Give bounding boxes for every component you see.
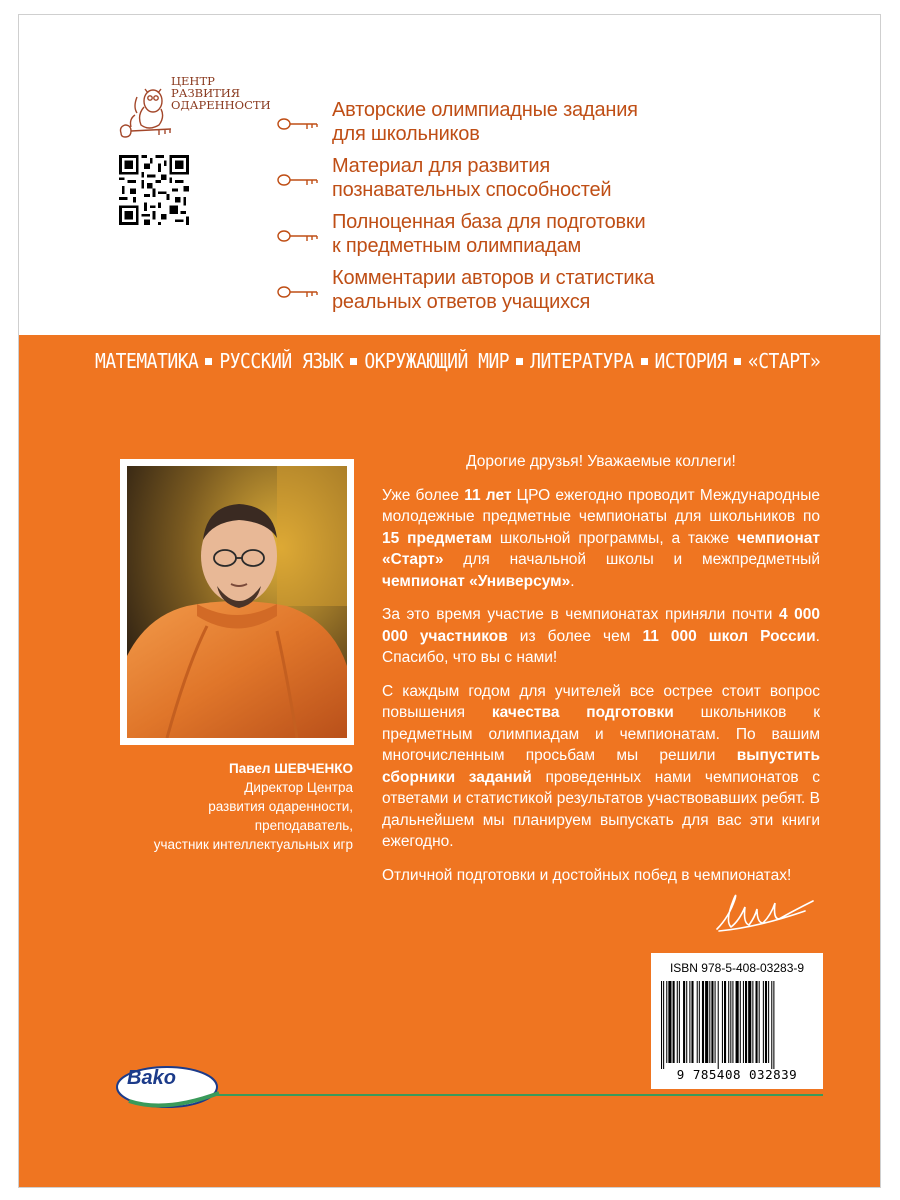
feature-item — [277, 210, 654, 266]
isbn-barcode — [651, 953, 823, 1089]
barcode-bar — [732, 981, 733, 1063]
subject-label: «СТАРТ» — [747, 348, 821, 374]
feature-item — [277, 154, 654, 210]
barcode-bar — [666, 981, 667, 1063]
barcode-bar — [663, 981, 664, 1069]
barcode-bar — [689, 981, 690, 1063]
feature-text: Комментарии авторов и статистика реальных ответов учащихся — [332, 267, 655, 313]
bold-text: чемпионат «Универсум» — [382, 572, 571, 590]
logo-line: ОДАРЕННОСТИ — [171, 98, 271, 112]
barcode-bar — [697, 981, 698, 1063]
bold-text: качества подготовки — [491, 704, 674, 721]
barcode-bar — [702, 981, 704, 1063]
barcode-bar — [752, 981, 753, 1063]
barcode-bar — [768, 981, 769, 1063]
separator-dot — [350, 358, 357, 365]
bold-text: 4 000 000 участников — [382, 606, 820, 645]
barcode-bar — [711, 981, 713, 1063]
owl-key-icon — [115, 67, 175, 157]
subject-label: ИСТОРИЯ — [654, 348, 727, 374]
feature-text: Полноценная база для подготовки к предметным олимпиадам — [332, 211, 646, 257]
barcode-bar — [715, 981, 716, 1063]
text-run: школьников к предметным олимпиадам и чемпионатам. По вашим многочисленным просьбам мы решили — [382, 704, 820, 764]
text-run: школьной программы, а также — [491, 529, 738, 547]
key-icon — [277, 228, 319, 244]
text-run: За это время участие в чемпионатах приняли почти — [382, 606, 779, 623]
barcode-bar — [728, 981, 729, 1063]
logo-line: ЦЕНТР — [171, 74, 215, 88]
separator-dot — [516, 358, 523, 365]
separator-dot — [734, 358, 741, 365]
key-icon — [277, 116, 319, 132]
author-role-line: развития одаренности, — [208, 799, 353, 814]
barcode-bar — [736, 981, 739, 1063]
letter-greeting: Дорогие друзья! Уважаемые коллеги! — [466, 453, 736, 470]
author-photo — [127, 466, 347, 738]
barcode-bar — [724, 981, 726, 1063]
subject-label: МАТЕМАТИКА — [95, 348, 199, 374]
barcode-bar — [748, 981, 751, 1063]
feature-text: Авторские олимпиадные задания для школьников — [332, 99, 638, 145]
feature-item — [277, 98, 654, 154]
text-run: проведенных нами чемпионатов с ответами и статистикой результатов участвовавших ребят. В дальнейшем мы планируем выпускать для вас эти книги ежегодно. — [382, 768, 820, 850]
barcode-bar — [718, 981, 719, 1069]
author-name: Павел ШЕВЧЕНКО — [229, 761, 353, 776]
barcode-bar — [677, 981, 678, 1063]
barcode-bar — [673, 981, 675, 1063]
separator-dot — [205, 358, 212, 365]
author-role-line: Директор Центра — [244, 780, 353, 795]
barcode-bar — [679, 981, 680, 1063]
subject-label: ОКРУЖАЮЩИЙ МИР — [364, 348, 510, 374]
letter-text — [382, 451, 820, 898]
text-run: для начальной школы и межпредметный — [443, 551, 820, 568]
publisher-line — [189, 1094, 823, 1096]
barcode-bar — [705, 981, 708, 1063]
barcode-bar — [773, 981, 774, 1069]
key-icon — [277, 172, 319, 188]
isbn-text: ISBN 978-5-408-03283-9 — [669, 961, 805, 975]
subjects-strip — [19, 335, 881, 383]
text-run: Уже более — [382, 486, 465, 504]
letter-paragraph — [382, 485, 820, 593]
barcode-bar — [756, 981, 758, 1063]
book-back-cover — [18, 14, 881, 1188]
text-run: ЦРО ежегодно проводит Международные молодежные предметные чемпионаты для школьников по — [382, 486, 820, 525]
barcode-bar — [683, 981, 685, 1063]
barcode-bar — [691, 981, 693, 1063]
barcode-bar — [740, 981, 741, 1063]
center-logo — [115, 67, 285, 157]
barcode-bar — [730, 981, 731, 1063]
bold-text: 11 000 школ России — [642, 627, 816, 645]
barcode-bar — [771, 981, 772, 1069]
subject-label: РУССКИЙ ЯЗЫК — [219, 348, 344, 374]
barcode-bar — [759, 981, 760, 1063]
barcode-bar — [661, 981, 662, 1069]
publisher-name: Bako — [127, 1067, 176, 1089]
author-caption — [154, 759, 353, 854]
key-icon — [277, 284, 319, 300]
text-run: . Спасибо, что вы с нами! — [382, 627, 820, 666]
barcode-bar — [686, 981, 687, 1063]
logo-line: РАЗВИТИЯ — [171, 86, 241, 100]
author-photo-frame — [120, 459, 354, 745]
text-run: из более чем — [507, 627, 643, 645]
author-role-line: участник интеллектуальных игр — [153, 837, 353, 852]
barcode-number: 9 785408 032839 — [676, 1067, 798, 1082]
barcode-bar — [763, 981, 764, 1063]
barcode-bar — [765, 981, 767, 1063]
logo-text — [171, 75, 271, 111]
barcode-bar — [722, 981, 723, 1063]
barcode-bar — [709, 981, 710, 1063]
bold-text: 11 лет — [464, 486, 512, 504]
feature-text: Материал для развития познавательных способностей — [332, 155, 612, 201]
bold-text: 15 предметам — [382, 529, 492, 547]
bold-text: выпустить сборники заданий — [382, 747, 820, 786]
features-list — [277, 98, 654, 322]
feature-item — [277, 266, 654, 322]
separator-dot — [641, 358, 648, 365]
barcode-bar — [745, 981, 747, 1063]
letter-paragraph — [382, 681, 820, 853]
text-run: С каждым годом для учителей все острее стоит вопрос повышения — [382, 682, 820, 721]
signature — [709, 877, 819, 943]
bold-text: чемпионат «Старт» — [382, 529, 820, 568]
subject-label: ЛИТЕРАТУРА — [530, 348, 634, 374]
barcode-bar — [699, 981, 700, 1063]
barcode-bars — [659, 981, 815, 1069]
letter-paragraph — [382, 604, 820, 669]
text-run: . — [570, 572, 575, 590]
barcode-bar — [668, 981, 671, 1063]
qr-code[interactable] — [119, 155, 189, 225]
barcode-bar — [743, 981, 744, 1063]
author-role-line: преподаватель, — [254, 818, 353, 833]
text-run: Отличной подготовки и достойных побед в чемпионатах! — [382, 866, 792, 884]
